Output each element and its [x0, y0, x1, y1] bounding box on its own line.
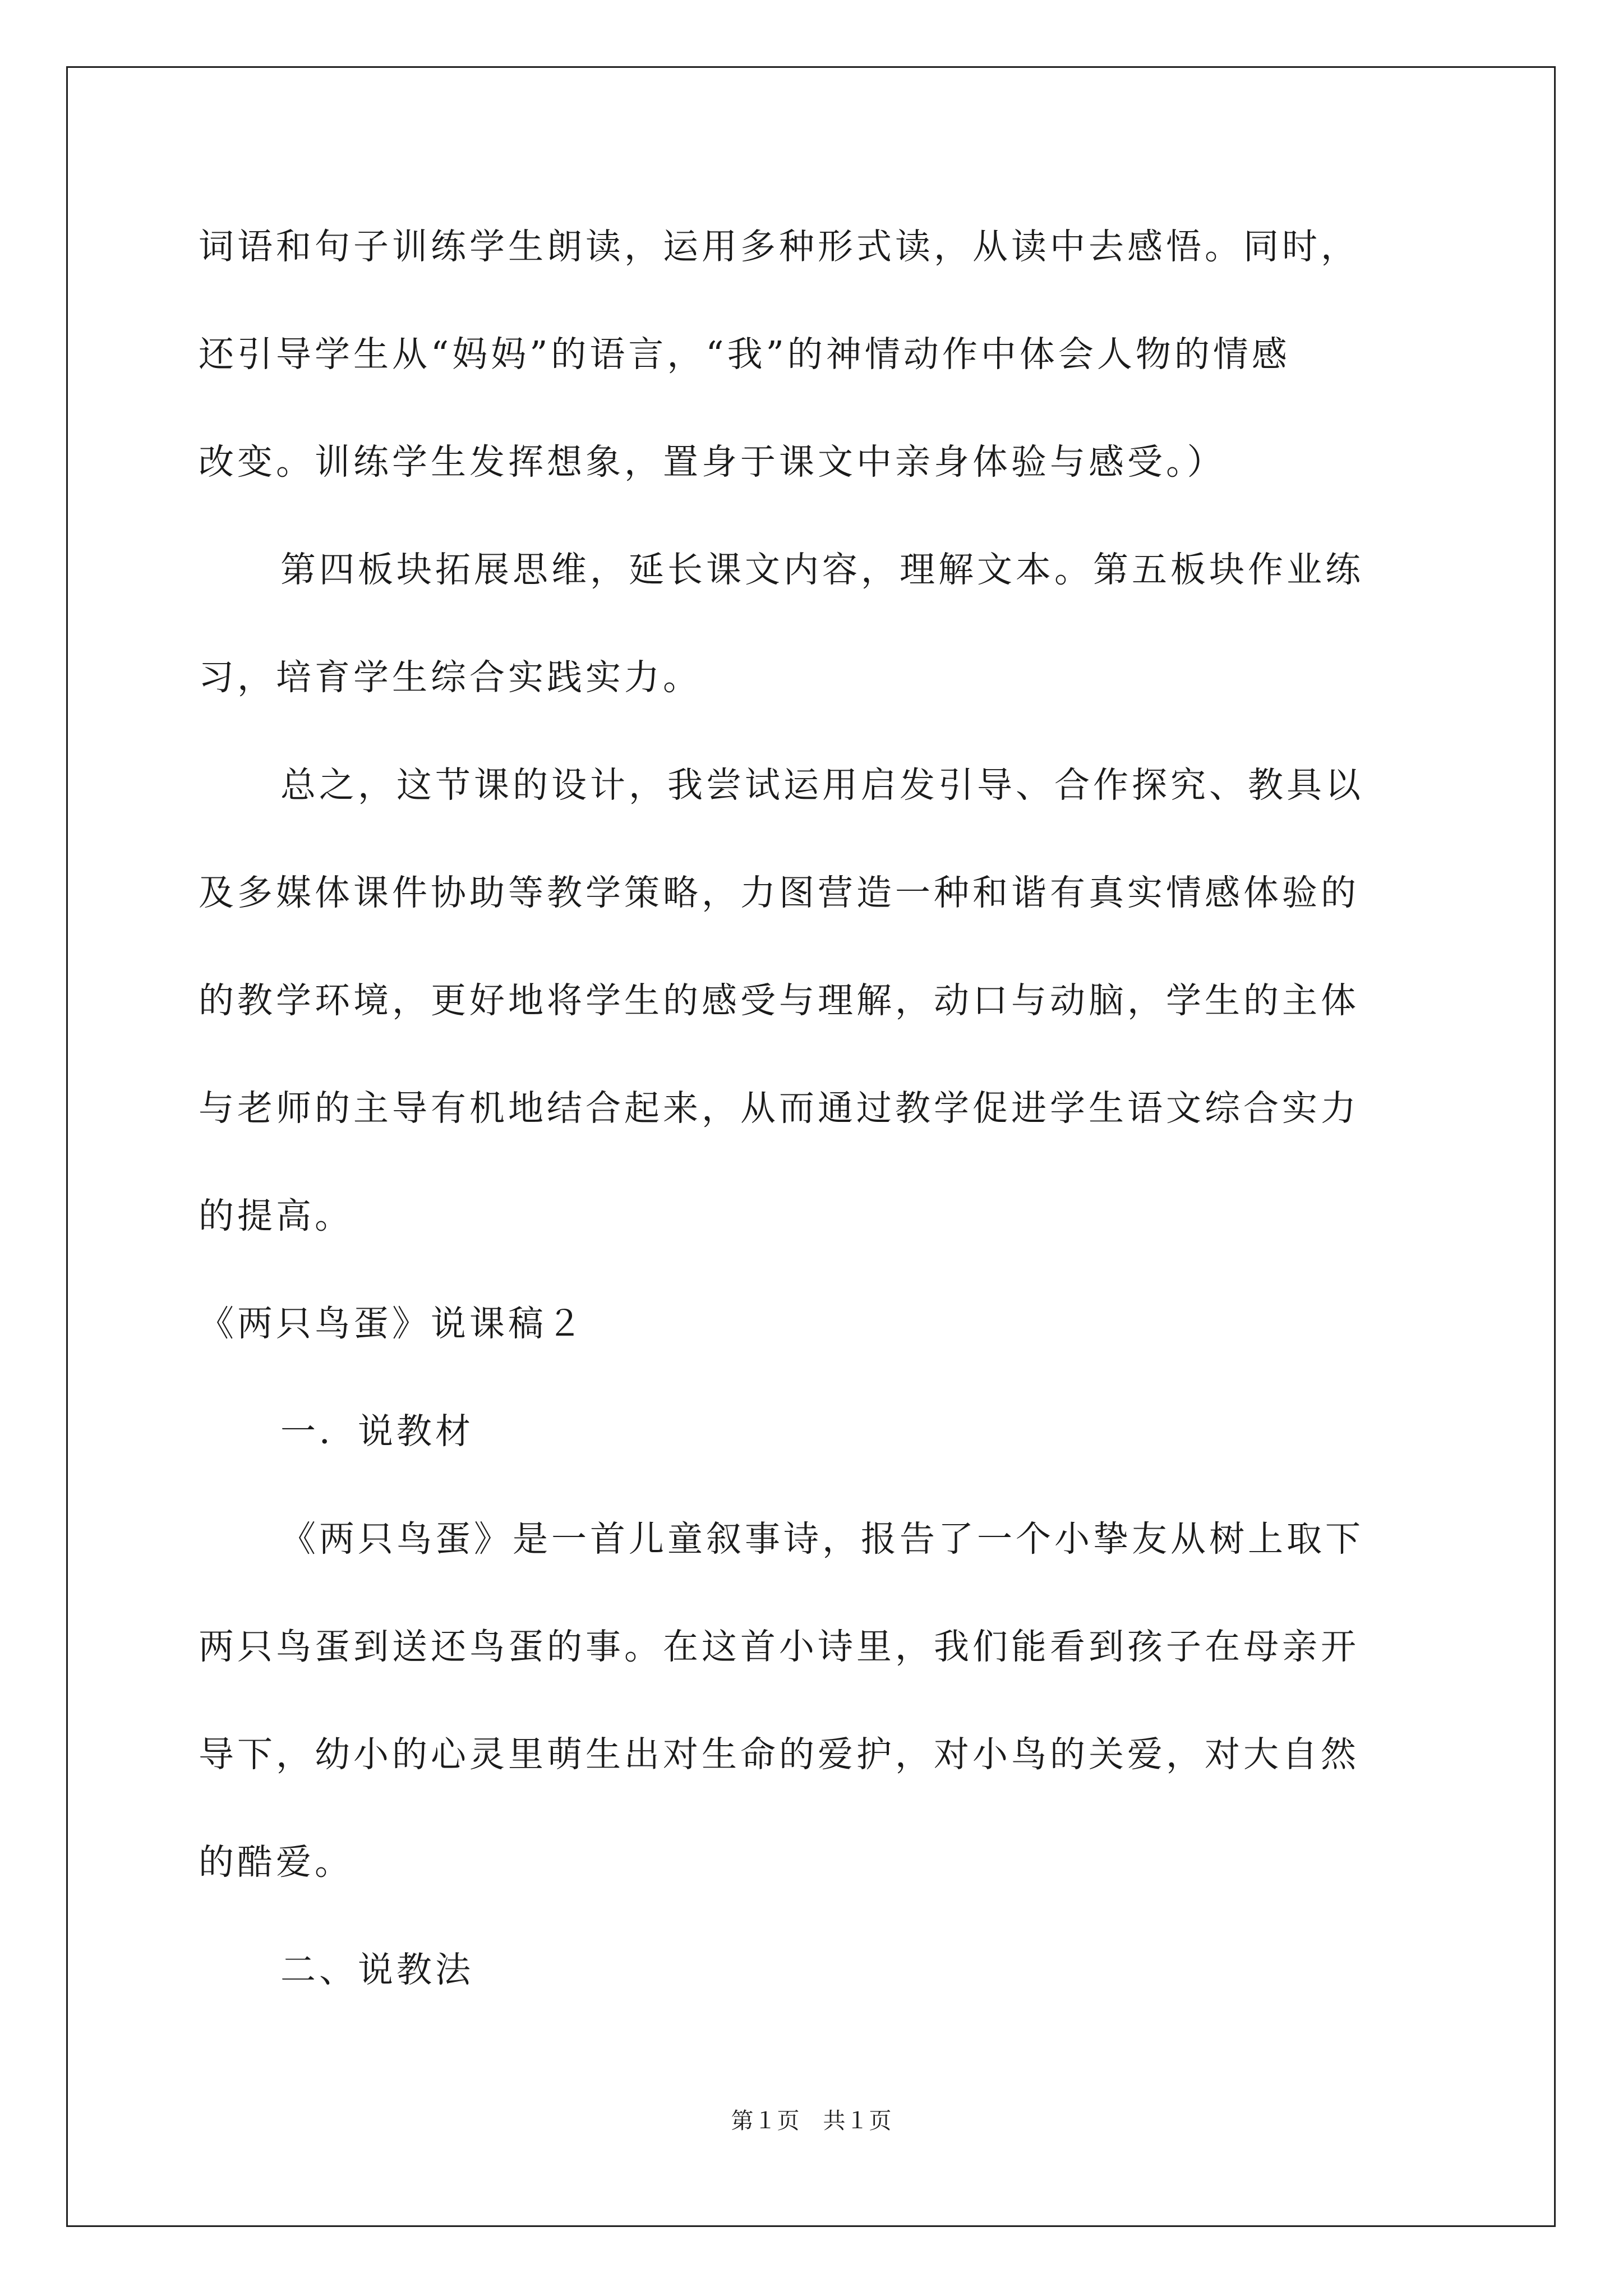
- paragraph-line: 还引导学生从“妈妈”的语言，“我”的神情动作中体会人物的情感: [199, 334, 1290, 375]
- paragraph-line: 《两只鸟蛋》是一首儿童叙事诗，报告了一个小挚友从树上取下: [280, 1519, 1364, 1559]
- paragraph-line: 的酷爱。: [199, 1842, 353, 1883]
- paragraph-line: 的教学环境，更好地将学生的感受与理解，动口与动脑，学生的主体: [199, 980, 1359, 1021]
- section-heading: 一．说教材: [280, 1411, 474, 1452]
- page-footer: 第１页 共１页: [731, 2108, 892, 2134]
- paragraph-line: 与老师的主导有机地结合起来，从而通过教学促进学生语文综合实力: [199, 1088, 1359, 1129]
- paragraph-line: 及多媒体课件协助等教学策略，力图营造一种和谐有真实情感体验的: [199, 872, 1359, 913]
- section-heading: 二、说教法: [280, 1949, 474, 1990]
- paragraph-line: 词语和句子训练学生朗读，运用多种形式读，从读中去感悟。同时，: [199, 226, 1359, 267]
- paragraph-line: 两只鸟蛋到送还鸟蛋的事。在这首小诗里，我们能看到孩子在母亲开: [199, 1626, 1359, 1667]
- paragraph-line: 的提高。: [199, 1195, 353, 1236]
- section-title: 《两只鸟蛋》说课稿２: [199, 1303, 585, 1344]
- paragraph-line: 习，培育学生综合实践实力。: [199, 657, 702, 698]
- paragraph-line: 第四板块拓展思维，延长课文内容，理解文本。第五板块作业练: [280, 549, 1364, 590]
- paragraph-line: 总之，这节课的设计，我尝试运用启发引导、合作探究、教具以: [280, 765, 1364, 806]
- page-border: [66, 66, 1556, 2227]
- paragraph-line: 导下，幼小的心灵里萌生出对生命的爱护，对小鸟的关爱，对大自然: [199, 1734, 1359, 1775]
- paragraph-line: 改变。训练学生发挥想象，置身于课文中亲身体验与感受。）: [199, 441, 1226, 482]
